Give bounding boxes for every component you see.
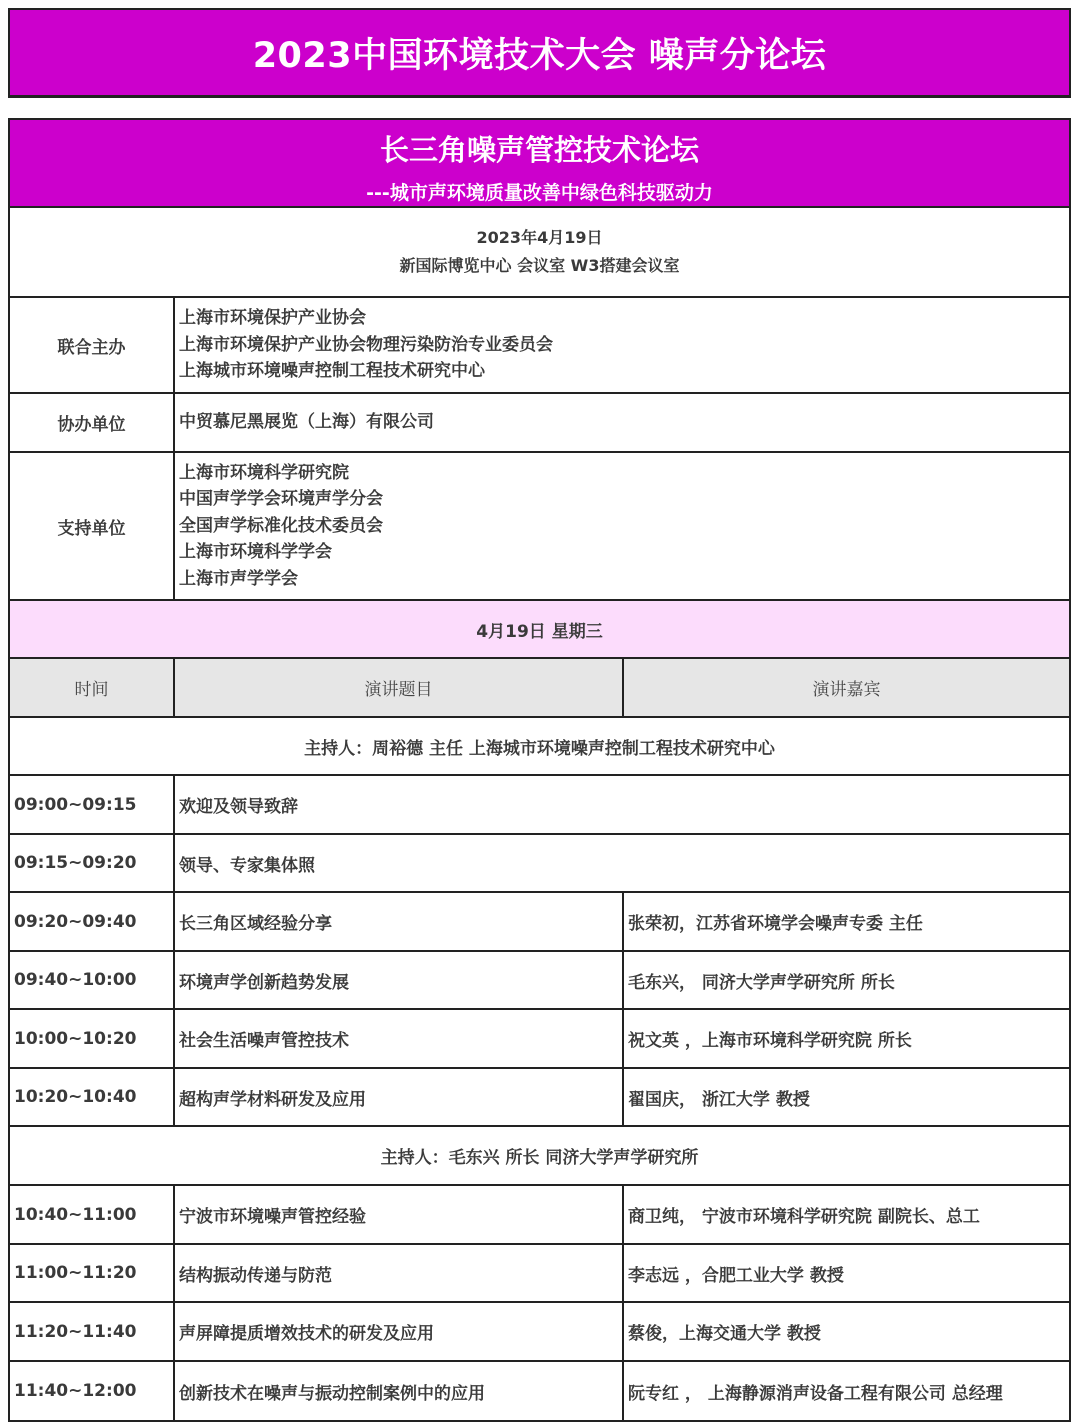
column-header-speaker: 演讲嘉宾: [812, 680, 881, 700]
organizer-item: 上海城市环境噪声控制工程技术研究中心: [179, 361, 485, 382]
session-topic: 欢迎及领导致辞: [179, 797, 298, 817]
column-header-row: [10, 659, 1069, 718]
schedule-row: [10, 952, 1069, 1010]
event-info-row: [10, 208, 1069, 298]
organizer-label: 协办单位: [10, 394, 175, 451]
organizer-row-co-organizer: [10, 394, 1069, 453]
session-topic: 领导、专家集体照: [179, 855, 315, 876]
session-topic: 声屏障提质增效技术的研发及应用: [175, 1303, 624, 1360]
forum-schedule-table: [8, 118, 1071, 1422]
event-info: [10, 208, 1069, 296]
session-speaker: 毛东兴， 同济大学声学研究所 所长: [628, 972, 895, 993]
session-speaker: 阮专红 ， 上海静源消声设备工程有限公司 总经理: [628, 1383, 1003, 1404]
session-time: 10:00~10:20: [10, 1010, 175, 1067]
organizer-list: [175, 298, 1069, 392]
column-header-topic: 演讲题目: [175, 659, 624, 716]
host-row: [10, 718, 1069, 776]
session-topic: 超构声学材料研发及应用: [175, 1069, 624, 1125]
session-time: 11:00~11:20: [10, 1245, 175, 1301]
day-row: [10, 601, 1069, 659]
column-header-time: 时间: [10, 659, 175, 716]
schedule-row: [10, 1010, 1069, 1069]
organizer-list: [175, 394, 1069, 451]
session-time: 09:20~09:40: [10, 893, 175, 950]
event-venue: 新国际博览中心 会议室 W3搭建会议室: [399, 256, 680, 275]
day-label: 4月19日 星期三: [476, 621, 603, 642]
organizer-row-supporters: [10, 453, 1069, 601]
conference-title: 2023中国环境技术大会 噪声分论坛: [252, 35, 827, 76]
schedule-row: [10, 1069, 1069, 1127]
session-time: 09:00~09:15: [10, 776, 175, 833]
session-time: 11:20~11:40: [10, 1303, 175, 1360]
session-topic: 结构振动传递与防范: [175, 1245, 624, 1301]
session-time: 11:40~12:00: [10, 1362, 175, 1420]
organizer-item: 上海市环境保护产业协会物理污染防治专业委员会: [179, 334, 553, 355]
organizer-item: 中贸慕尼黑展览（上海）有限公司: [179, 412, 434, 433]
session-speaker: 翟国庆， 浙江大学 教授: [628, 1089, 810, 1110]
session-speaker: 张荣初，江苏省环境学会噪声专委 主任: [628, 914, 923, 934]
organizer-label: 联合主办: [10, 298, 175, 392]
schedule-row: [10, 1362, 1069, 1420]
conference-banner: [8, 8, 1071, 98]
forum-title: 长三角噪声管控技术论坛: [379, 133, 699, 167]
session-host: 主持人：周裕德 主任 上海城市环境噪声控制工程技术研究中心: [304, 738, 775, 759]
schedule-row: [10, 1245, 1069, 1303]
session-host: 主持人：毛东兴 所长 同济大学声学研究所: [380, 1148, 699, 1168]
schedule-row: [10, 893, 1069, 952]
session-time: 09:15~09:20: [10, 835, 175, 891]
session-topic: 创新技术在噪声与振动控制案例中的应用: [175, 1362, 624, 1420]
schedule-row: [10, 1186, 1069, 1245]
session-time: 10:20~10:40: [10, 1069, 175, 1125]
session-speaker: 商卫纯， 宁波市环境科学研究院 副院长、总工: [628, 1207, 980, 1227]
forum-header: [10, 120, 1069, 208]
session-topic: 宁波市环境噪声管控经验: [175, 1186, 624, 1243]
organizer-item: 上海市环境保护产业协会: [179, 308, 366, 329]
organizer-row-co-host: [10, 298, 1069, 394]
forum-subtitle: ---城市声环境质量改善中绿色科技驱动力: [366, 182, 713, 204]
organizer-item: 上海市环境科学研究院: [179, 462, 349, 483]
organizer-item: 中国声学学会环境声学分会: [179, 489, 383, 510]
organizer-label: 支持单位: [10, 453, 175, 599]
session-time: 10:40~11:00: [10, 1186, 175, 1243]
event-date: 2023年4月19日: [476, 228, 603, 247]
session-speaker: 蔡俊，上海交通大学 教授: [628, 1324, 821, 1344]
session-speaker: 李志远 ，合肥工业大学 教授: [628, 1265, 844, 1286]
session-topic: 长三角区域经验分享: [175, 893, 624, 950]
schedule-row: [10, 1303, 1069, 1362]
schedule-row: [10, 776, 1069, 835]
organizer-item: 上海市环境科学学会: [179, 542, 332, 563]
organizer-item: 全国声学标准化技术委员会: [179, 515, 383, 536]
organizer-list: [175, 453, 1069, 599]
organizer-item: 上海市声学学会: [179, 568, 298, 589]
session-time: 09:40~10:00: [10, 952, 175, 1008]
session-topic: 社会生活噪声管控技术: [175, 1010, 624, 1067]
session-topic: 环境声学创新趋势发展: [175, 952, 624, 1008]
host-row: [10, 1127, 1069, 1186]
session-speaker: 祝文英 ，上海市环境科学研究院 所长: [628, 1031, 912, 1051]
schedule-row: [10, 835, 1069, 893]
